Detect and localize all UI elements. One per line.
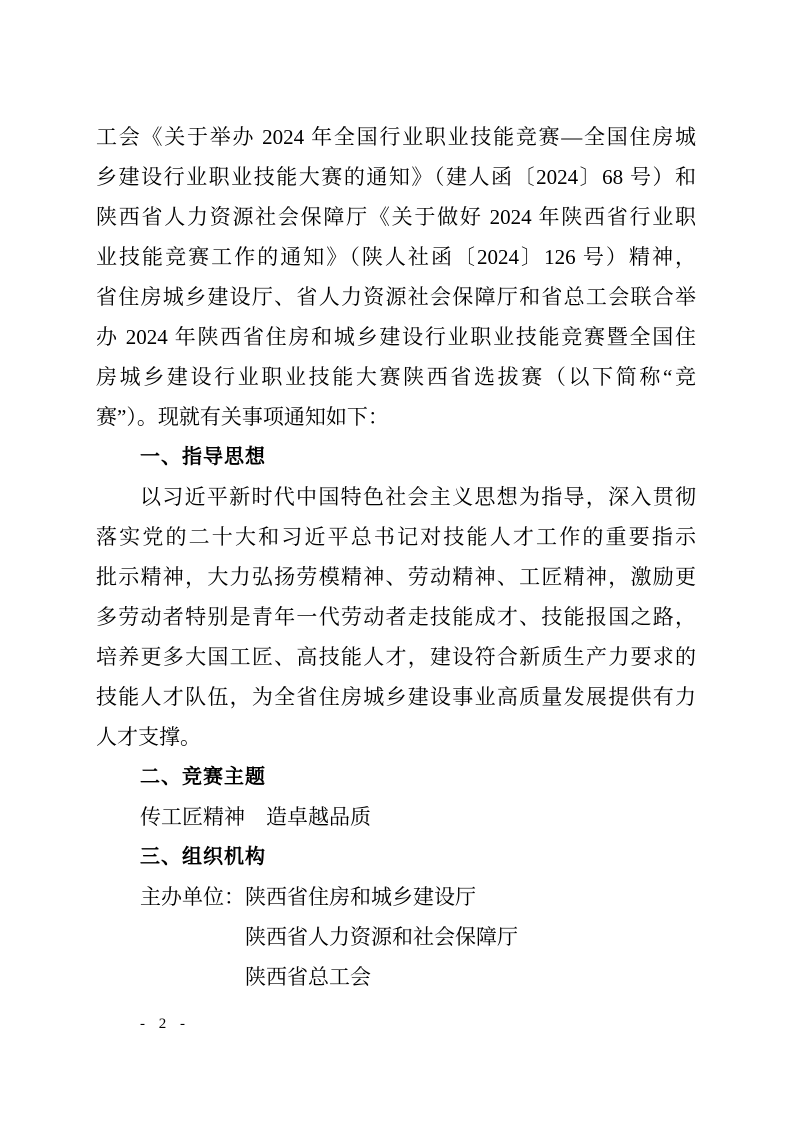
body-text-line: 业技能竞赛工作的通知》（陕人社函〔2024〕126 号）精神，	[96, 245, 696, 269]
body-text-line: 落实党的二十大和习近平总书记对技能人才工作的重要指示	[96, 525, 696, 549]
body-text-line: 乡建设行业职业技能大赛的通知》（建人函〔2024〕68 号）和	[96, 165, 696, 189]
body-text-line: 房城乡建设行业职业技能大赛陕西省选拔赛（以下简称“竞	[96, 365, 696, 389]
body-text-line: 多劳动者特别是青年一代劳动者走技能成才、技能报国之路，	[96, 605, 696, 629]
competition-theme-text: 传工匠精神 造卓越品质	[140, 805, 371, 829]
body-text-line: 办 2024 年陕西省住房和城乡建设行业职业技能竞赛暨全国住	[96, 325, 696, 349]
body-text-line: 省住房城乡建设厅、省人力资源社会保障厅和省总工会联合举	[96, 285, 696, 309]
page-number: - 2 -	[140, 1016, 190, 1032]
body-text-line: 培养更多大国工匠、高技能人才，建设符合新质生产力要求的	[96, 645, 696, 669]
organizer-line: 陕西省人力资源和社会保障厅	[245, 925, 518, 949]
body-text-line: 工会《关于举办 2024 年全国行业职业技能竞赛—全国住房城	[96, 125, 696, 149]
heading-competition-theme: 二、竞赛主题	[140, 766, 266, 788]
heading-guiding-ideology: 一、指导思想	[140, 446, 266, 468]
body-text-line: 人才支撑。	[96, 725, 201, 749]
organizer-line: 主办单位：陕西省住房和城乡建设厅	[140, 885, 476, 909]
body-text-line: 陕西省人力资源社会保障厅《关于做好 2024 年陕西省行业职	[96, 205, 696, 229]
body-text-line: 批示精神，大力弘扬劳模精神、劳动精神、工匠精神，激励更	[96, 565, 696, 589]
organizer-line: 陕西省总工会	[245, 965, 371, 989]
body-text-line: 赛”）。现就有关事项通知如下：	[96, 405, 389, 429]
document-text-block	[96, 117, 696, 997]
heading-organization: 三、组织机构	[140, 846, 266, 868]
body-text-line: 技能人才队伍，为全省住房城乡建设事业高质量发展提供有力	[96, 685, 696, 709]
body-text-line: 以习近平新时代中国特色社会主义思想为指导，深入贯彻	[140, 485, 696, 509]
